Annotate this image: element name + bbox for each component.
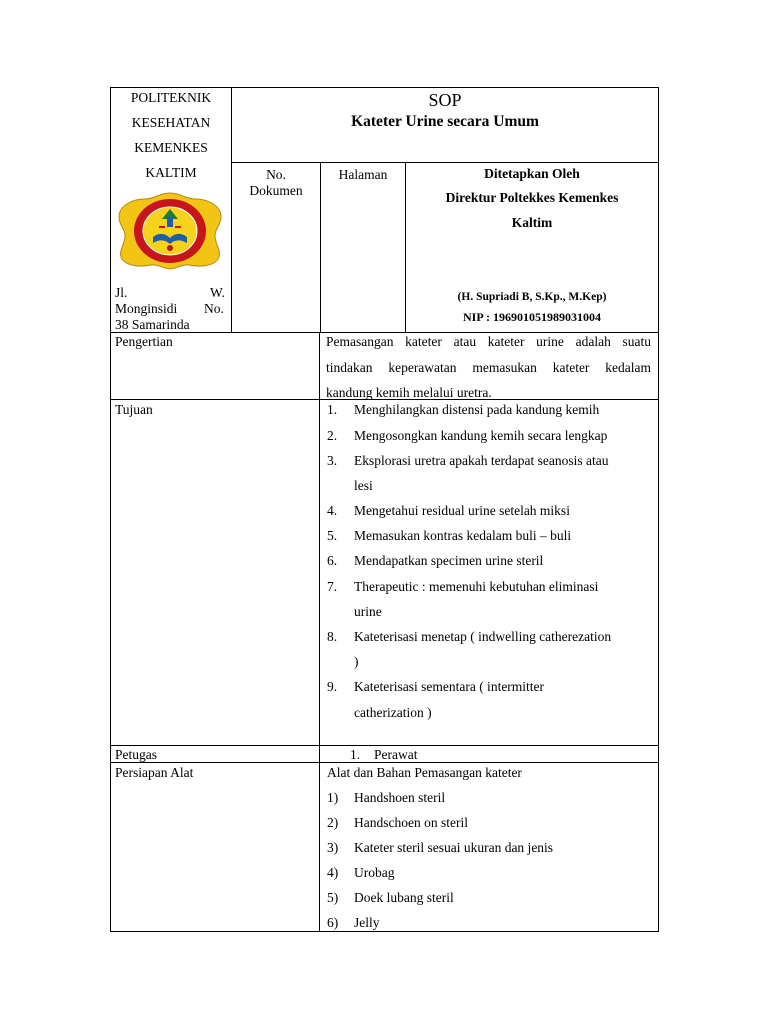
no-dokumen-label: No. <box>266 167 286 182</box>
address-line2-left: Monginsidi <box>115 301 178 316</box>
sop-title: SOP <box>428 90 462 110</box>
list-item-continuation: urine <box>354 604 382 619</box>
ditetapkan-lokasi: Kaltim <box>511 215 553 230</box>
list-item: Urobag <box>354 865 395 880</box>
list-item-number: 1. <box>327 402 338 417</box>
header-col-divider-2 <box>320 162 321 332</box>
list-item-number: 8. <box>327 629 338 644</box>
list-item: Doek lubang steril <box>354 890 454 905</box>
list-item: Jelly <box>354 915 380 930</box>
list-item: Memasukan kontras kedalam buli – buli <box>354 528 572 543</box>
list-item: Menghilangkan distensi pada kandung kemih <box>354 402 600 417</box>
institution-name-line: KESEHATAN <box>131 115 211 130</box>
institution-name-line: KALTIM <box>145 165 197 180</box>
list-item-number: 5) <box>327 890 339 905</box>
persiapan-alat-label: Persiapan Alat <box>115 765 194 780</box>
list-item-number: 2. <box>327 428 338 443</box>
list-item: Kateter steril sesuai ukuran dan jenis <box>354 840 554 855</box>
list-item-number: 1) <box>327 790 339 805</box>
tujuan-label: Tujuan <box>115 402 153 417</box>
list-item: Eksplorasi uretra apakah terdapat seanosis atau <box>354 453 609 468</box>
list-item: Handshoen steril <box>354 790 446 805</box>
list-item-number: 5. <box>327 528 338 543</box>
address-line3: 38 Samarinda <box>115 317 190 332</box>
ditetapkan-jabatan: Direktur Poltekkes Kemenkes <box>445 190 619 205</box>
list-item: Mengosongkan kandung kemih secara lengkap <box>354 428 608 443</box>
body-col-divider <box>319 332 320 932</box>
address-line1-right: W. <box>210 285 225 300</box>
pengertian-line: tindakan keperawatan memasukan kateter kedalam <box>326 360 651 375</box>
table-border-left <box>110 87 111 932</box>
list-item-continuation: lesi <box>354 478 373 493</box>
list-item-number: 7. <box>327 579 338 594</box>
petugas-item: Perawat <box>374 747 418 762</box>
list-item-number: 9. <box>327 679 338 694</box>
list-item-number: 4. <box>327 503 338 518</box>
list-item: Handschoen on steril <box>354 815 468 830</box>
table-border-top <box>110 87 659 88</box>
header-divider <box>231 162 659 163</box>
list-item-number: 6) <box>327 915 339 930</box>
table-border-bottom <box>110 931 659 932</box>
signatory-name: (H. Supriadi B, S.Kp., M.Kep) <box>457 291 607 303</box>
address-line2-right: No. <box>204 301 224 316</box>
institution-name-line: POLITEKNIK <box>130 90 212 105</box>
institution-logo <box>115 191 225 271</box>
sop-subtitle: Kateter Urine secara Umum <box>351 113 539 130</box>
list-item: Kateterisasi sementara ( intermitter <box>354 679 545 694</box>
list-item: Mengetahui residual urine setelah miksi <box>354 503 570 518</box>
list-item-continuation: ) <box>354 654 359 669</box>
list-item-continuation: catherization ) <box>354 705 432 720</box>
ditetapkan-oleh: Ditetapkan Oleh <box>484 166 580 181</box>
no-dokumen-label-2: Dokumen <box>249 183 303 198</box>
table-border-right <box>658 87 659 932</box>
header-col-divider-3 <box>405 162 406 332</box>
signatory-nip: NIP : 196901051989031004 <box>463 310 601 324</box>
list-item-number: 2) <box>327 815 339 830</box>
institution-seal-icon <box>115 191 225 271</box>
list-item: Mendapatkan specimen urine steril <box>354 553 544 568</box>
pengertian-line: kandung kemih melalui uretra. <box>326 385 492 400</box>
list-item-number: 6. <box>327 553 338 568</box>
persiapan-intro: Alat dan Bahan Pemasangan kateter <box>327 765 522 780</box>
list-item-number: 3) <box>327 840 339 855</box>
address-line1-left: Jl. <box>115 285 128 300</box>
list-item-number: 3. <box>327 453 338 468</box>
pengertian-label: Pengertian <box>115 334 173 349</box>
pengertian-line: Pemasangan kateter atau kateter urine adalah suatu <box>326 334 651 349</box>
halaman-label: Halaman <box>338 167 388 182</box>
institution-name-line: KEMENKES <box>134 140 208 155</box>
petugas-item-number: 1. <box>350 747 361 762</box>
list-item-number: 4) <box>327 865 339 880</box>
list-item: Therapeutic : memenuhi kebutuhan eliminasi <box>354 579 599 594</box>
petugas-label: Petugas <box>115 747 157 762</box>
list-item: Kateterisasi menetap ( indwelling catherezation <box>354 629 612 644</box>
